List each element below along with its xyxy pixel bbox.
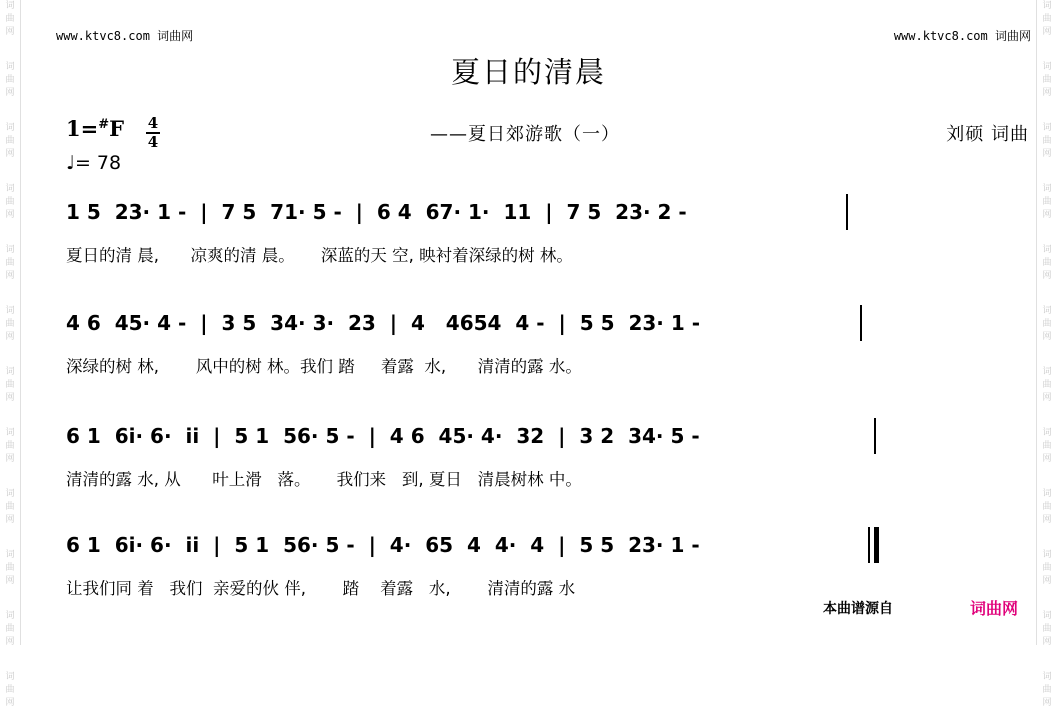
key-prefix: 1= bbox=[66, 116, 99, 141]
watermark-glyph: 曲 bbox=[5, 563, 15, 573]
brand-logo-text: 词曲网 bbox=[970, 599, 1019, 618]
watermark-glyph: 网 bbox=[5, 88, 15, 98]
watermark-glyph: 曲 bbox=[1042, 197, 1052, 207]
quarter-note-icon: ♩ bbox=[66, 152, 75, 174]
watermark-glyph: 网 bbox=[5, 27, 15, 37]
watermark-glyph: 词 bbox=[1042, 550, 1052, 560]
site-url: www.ktvc8.com bbox=[56, 29, 150, 43]
time-denominator: 4 bbox=[147, 133, 159, 151]
watermark-glyph: 曲 bbox=[5, 75, 15, 85]
watermark-glyph: 词 bbox=[5, 62, 15, 72]
watermark-glyph: 曲 bbox=[1042, 136, 1052, 146]
watermark-glyph: 词 bbox=[5, 1, 15, 11]
watermark-glyph: 曲 bbox=[5, 136, 15, 146]
watermark-glyph: 词 bbox=[1042, 367, 1052, 377]
watermark-block bbox=[1037, 244, 1057, 283]
watermark-glyph: 网 bbox=[5, 332, 15, 342]
watermark-glyph: 网 bbox=[1042, 454, 1052, 464]
notation-line: 6 1 6i· 6· ii | 5 1 56· 5 - | 4· 65 4 4· 4 | 5 5 23· 1 - bbox=[66, 533, 700, 557]
watermark-block bbox=[1037, 610, 1057, 649]
watermark-glyph: 曲 bbox=[5, 380, 15, 390]
site-url: www.ktvc8.com bbox=[893, 29, 988, 43]
watermark-block bbox=[1037, 488, 1057, 527]
notation-line: 4 6 45· 4 - | 3 5 34· 3· 23 | 4 4654 4 - | 5 5 23· 1 - bbox=[66, 311, 701, 335]
sharp-sign: # bbox=[98, 117, 110, 132]
time-signature bbox=[146, 116, 160, 150]
tempo-value: = 78 bbox=[74, 152, 122, 174]
watermark-glyph: 词 bbox=[1042, 672, 1052, 682]
watermark-block bbox=[0, 305, 20, 344]
watermark-block bbox=[0, 122, 20, 161]
lyrics-line: 夏日的清 晨, 凉爽的清 晨。 深蓝的天 空, 映衬着深绿的树 林。 bbox=[66, 246, 573, 265]
watermark-glyph: 网 bbox=[5, 454, 15, 464]
site-name: 词曲网 bbox=[157, 29, 194, 43]
watermark-glyph: 词 bbox=[5, 550, 15, 560]
song-subtitle: ——夏日郊游歌（一） bbox=[430, 124, 620, 145]
watermark-block bbox=[1037, 427, 1057, 466]
site-header-right bbox=[894, 27, 1031, 44]
watermark-glyph: 曲 bbox=[1042, 14, 1052, 24]
watermark-glyph: 曲 bbox=[1042, 563, 1052, 573]
watermark-glyph: 词 bbox=[1042, 184, 1052, 194]
watermark-block bbox=[0, 488, 20, 527]
barline-end bbox=[874, 418, 876, 454]
watermark-block bbox=[1037, 0, 1057, 39]
song-author: 刘硕 词曲 bbox=[946, 124, 1029, 145]
barline-end bbox=[846, 194, 848, 230]
watermark-glyph: 网 bbox=[1042, 576, 1052, 586]
watermark-glyph: 网 bbox=[1042, 698, 1052, 708]
watermark-glyph: 词 bbox=[1042, 306, 1052, 316]
watermark-block bbox=[0, 610, 20, 649]
watermark-glyph: 词 bbox=[5, 489, 15, 499]
watermark-glyph: 网 bbox=[5, 637, 15, 647]
watermark-glyph: 网 bbox=[5, 210, 15, 220]
watermark-block bbox=[1037, 122, 1057, 161]
watermark-glyph: 词 bbox=[5, 123, 15, 133]
watermark-glyph: 网 bbox=[1042, 149, 1052, 159]
barline-final-thin bbox=[868, 527, 870, 563]
watermark-block bbox=[0, 183, 20, 222]
watermark-glyph: 曲 bbox=[5, 14, 15, 24]
watermark-block bbox=[0, 0, 20, 39]
watermark-glyph: 词 bbox=[5, 184, 15, 194]
watermark-glyph: 曲 bbox=[1042, 685, 1052, 695]
watermark-strip-left bbox=[0, 0, 21, 708]
watermark-glyph: 词 bbox=[1042, 245, 1052, 255]
watermark-glyph: 曲 bbox=[5, 441, 15, 451]
watermark-block bbox=[1037, 671, 1057, 710]
watermark-block bbox=[1037, 549, 1057, 588]
watermark-glyph: 曲 bbox=[1042, 319, 1052, 329]
tempo-marking bbox=[66, 152, 121, 174]
watermark-glyph: 曲 bbox=[1042, 75, 1052, 85]
lyrics-line: 让我们同 着 我们 亲爱的伙 伴, 踏 着露 水, 清清的露 水 bbox=[66, 579, 576, 598]
watermark-glyph: 网 bbox=[1042, 393, 1052, 403]
watermark-glyph: 曲 bbox=[1042, 258, 1052, 268]
watermark-block bbox=[0, 549, 20, 588]
watermark-glyph: 曲 bbox=[1042, 441, 1052, 451]
watermark-glyph: 词 bbox=[1042, 489, 1052, 499]
watermark-glyph: 曲 bbox=[5, 197, 15, 207]
watermark-glyph: 网 bbox=[5, 698, 15, 708]
watermark-glyph: 网 bbox=[1042, 27, 1052, 37]
watermark-block bbox=[1037, 183, 1057, 222]
watermark-strip-right bbox=[1036, 0, 1057, 708]
watermark-glyph: 网 bbox=[1042, 515, 1052, 525]
watermark-glyph: 网 bbox=[1042, 88, 1052, 98]
lyrics-line: 清清的露 水, 从 叶上滑 落。 我们来 到, 夏日 清晨树林 中。 bbox=[66, 470, 582, 489]
watermark-glyph: 词 bbox=[5, 367, 15, 377]
source-label: 本曲谱源自 bbox=[823, 601, 893, 617]
watermark-glyph: 曲 bbox=[5, 624, 15, 634]
song-title: 夏日的清晨 bbox=[450, 55, 606, 89]
watermark-glyph: 网 bbox=[5, 149, 15, 159]
watermark-glyph: 曲 bbox=[5, 502, 15, 512]
watermark-glyph: 曲 bbox=[5, 319, 15, 329]
watermark-glyph: 词 bbox=[1042, 62, 1052, 72]
site-name: 词曲网 bbox=[994, 29, 1031, 43]
barline-final-thick bbox=[874, 527, 879, 563]
watermark-glyph: 词 bbox=[5, 611, 15, 621]
watermark-block bbox=[1037, 305, 1057, 344]
watermark-glyph: 曲 bbox=[5, 258, 15, 268]
watermark-glyph: 曲 bbox=[1042, 502, 1052, 512]
notation-line: 6 1 6i· 6· ii | 5 1 56· 5 - | 4 6 45· 4· 32 | 3 2 34· 5 - bbox=[66, 424, 700, 448]
watermark-glyph: 网 bbox=[5, 515, 15, 525]
watermark-glyph: 曲 bbox=[1042, 624, 1052, 634]
time-numerator: 4 bbox=[147, 114, 159, 132]
watermark-glyph: 网 bbox=[1042, 637, 1052, 647]
watermark-glyph: 网 bbox=[1042, 271, 1052, 281]
watermark-glyph: 词 bbox=[1042, 611, 1052, 621]
watermark-glyph: 网 bbox=[5, 576, 15, 586]
watermark-glyph: 词 bbox=[5, 306, 15, 316]
watermark-glyph: 网 bbox=[1042, 332, 1052, 342]
site-header-left bbox=[56, 27, 193, 44]
watermark-block bbox=[0, 427, 20, 466]
notation-line: 1 5 23· 1 - | 7 5 71· 5 - | 6 4 67· 1· 11 | 7 5 23· 2 - bbox=[66, 200, 687, 224]
key-signature bbox=[66, 116, 124, 141]
watermark-block bbox=[0, 244, 20, 283]
key-note: F bbox=[109, 116, 125, 141]
watermark-glyph: 网 bbox=[1042, 210, 1052, 220]
watermark-block bbox=[0, 671, 20, 710]
watermark-glyph: 网 bbox=[5, 393, 15, 403]
watermark-glyph: 词 bbox=[5, 428, 15, 438]
watermark-glyph: 词 bbox=[5, 672, 15, 682]
barline-end bbox=[860, 305, 862, 341]
watermark-glyph: 词 bbox=[1042, 1, 1052, 11]
lyrics-line: 深绿的树 林, 风中的树 林。我们 踏 着露 水, 清清的露 水。 bbox=[66, 357, 582, 376]
watermark-glyph: 词 bbox=[1042, 428, 1052, 438]
watermark-glyph: 曲 bbox=[1042, 380, 1052, 390]
watermark-block bbox=[0, 366, 20, 405]
watermark-glyph: 词 bbox=[5, 245, 15, 255]
watermark-glyph: 词 bbox=[1042, 123, 1052, 133]
watermark-glyph: 曲 bbox=[5, 685, 15, 695]
watermark-glyph: 网 bbox=[5, 271, 15, 281]
watermark-block bbox=[1037, 366, 1057, 405]
